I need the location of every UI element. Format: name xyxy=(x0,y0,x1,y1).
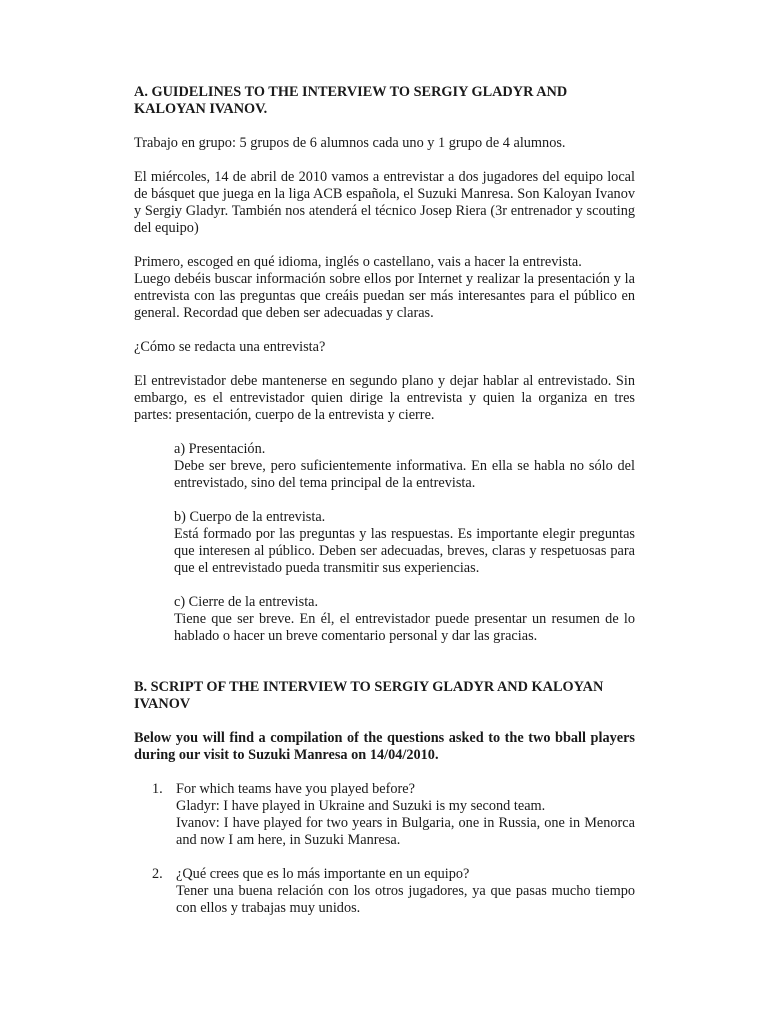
paragraph: El entrevistador debe mantenerse en segundo plano y dejar hablar al entrevistado. Sin embargo, es el entrevistador quien dirige la entrevista y quien la organiza en tres partes: presentación, cuerpo de la entrevista y cierre. xyxy=(134,373,635,423)
list-item-body: Está formado por las preguntas y las respuestas. Es importante elegir preguntas que interesen al público. Deben ser adecuadas, breves, claras y respetuosas para que el entrevistado pueda transmitir sus experiencias. xyxy=(174,526,635,576)
answer: Tener una buena relación con los otros jugadores, ya que pasas mucho tiempo con ellos y trabajas muy unidos. xyxy=(176,883,635,916)
list-number: 1. xyxy=(152,781,163,797)
sub-list xyxy=(174,441,635,645)
document-page xyxy=(134,84,635,917)
answer: Gladyr: I have played in Ukraine and Suzuki is my second team. xyxy=(176,798,546,814)
paragraph: Primero, escoged en qué idioma, inglés o castellano, vais a hacer la entrevista. xyxy=(134,254,582,270)
list-item xyxy=(152,781,635,849)
list-item xyxy=(152,866,635,917)
section-b-intro: Below you will find a compilation of the questions asked to the two bball players during our visit to Suzuki Manresa on 14/04/2010. xyxy=(134,730,635,763)
questions-list xyxy=(152,781,635,917)
question: For which teams have you played before? xyxy=(176,781,415,797)
section-a-heading: A. GUIDELINES TO THE INTERVIEW TO SERGIY GLADYR AND KALOYAN IVANOV. xyxy=(134,84,568,117)
paragraph: Trabajo en grupo: 5 grupos de 6 alumnos cada uno y 1 grupo de 4 alumnos. xyxy=(134,135,566,151)
list-number: 2. xyxy=(152,866,163,882)
question: ¿Qué crees que es lo más importante en un equipo? xyxy=(176,866,470,882)
paragraph: Luego debéis buscar información sobre ellos por Internet y realizar la presentación y la entrevista con las preguntas que creáis puedan ser más interesantes para el público en general. Recordad que deben ser adecuadas y claras. xyxy=(134,271,635,321)
paragraph: ¿Cómo se redacta una entrevista? xyxy=(134,339,326,355)
list-item-body: Tiene que ser breve. En él, el entrevistador puede presentar un resumen de lo hablado o hacer un breve comentario personal y dar las gracias. xyxy=(174,611,635,644)
list-item-heading: c) Cierre de la entrevista. xyxy=(174,594,319,610)
paragraph: El miércoles, 14 de abril de 2010 vamos a entrevistar a dos jugadores del equipo local de básquet que juega en la liga ACB española, el Suzuki Manresa. Son Kaloyan Ivanov y Sergiy Gladyr. También nos atenderá el técnico Josep Riera (3r entrenador y scouting del equipo) xyxy=(134,169,635,236)
section-b-heading: B. SCRIPT OF THE INTERVIEW TO SERGIY GLADYR AND KALOYAN IVANOV xyxy=(134,679,604,712)
answer: Ivanov: I have played for two years in Bulgaria, one in Russia, one in Menorca and now I am here, in Suzuki Manresa. xyxy=(176,815,635,848)
list-item-heading: a) Presentación. xyxy=(174,441,266,457)
list-item-heading: b) Cuerpo de la entrevista. xyxy=(174,509,326,525)
list-item-body: Debe ser breve, pero suficientemente informativa. En ella se habla no sólo del entrevistado, sino del tema principal de la entrevista. xyxy=(174,458,635,491)
